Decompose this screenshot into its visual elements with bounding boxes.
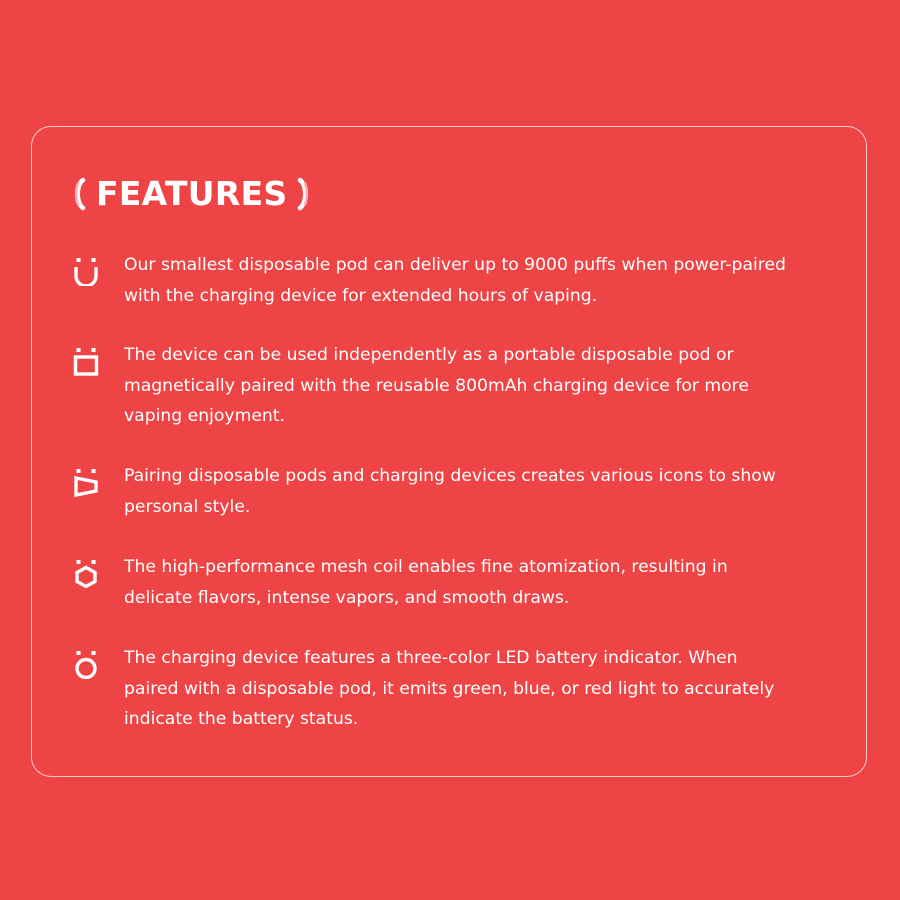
feature-line: The device can be used independently as a portable disposable pod or bbox=[124, 345, 734, 365]
feature-line: personal style. bbox=[124, 496, 251, 517]
feature-line: indicate the battery status. bbox=[124, 709, 359, 729]
feature-line: paired with a disposable pod, it emits green, blue, or red light to accurately bbox=[124, 678, 775, 699]
feature-line: The high-performance mesh coil enables fine atomization, resulting in bbox=[124, 557, 728, 577]
left-bracket-icon bbox=[72, 177, 86, 211]
feature-description bbox=[124, 340, 839, 432]
feature-line: The charging device features a three-color LED battery indicator. When bbox=[124, 648, 738, 668]
feature-line: Pairing disposable pods and charging devices creates various icons to show bbox=[124, 466, 776, 486]
circle-icon bbox=[71, 649, 101, 679]
right-bracket-icon bbox=[297, 177, 311, 211]
feature-line: vaping enjoyment. bbox=[124, 406, 285, 426]
feature-description bbox=[124, 552, 839, 613]
feature-line: with the charging device for extended hours of vaping. bbox=[124, 285, 598, 306]
page-title: FEATURES bbox=[96, 174, 288, 213]
feature-description bbox=[124, 643, 839, 735]
square-icon bbox=[71, 346, 101, 376]
trapezoid-icon bbox=[71, 467, 101, 497]
rounded-cup-icon bbox=[71, 256, 101, 286]
feature-description bbox=[124, 250, 839, 311]
hexagon-icon bbox=[71, 558, 101, 588]
feature-line: Our smallest disposable pod can deliver up to 9000 puffs when power-paired bbox=[124, 255, 786, 275]
feature-line: magnetically paired with the reusable 800mAh charging device for more bbox=[124, 375, 749, 396]
features-heading bbox=[72, 172, 311, 216]
feature-description bbox=[124, 461, 839, 522]
feature-line: delicate flavors, intense vapors, and smooth draws. bbox=[124, 587, 570, 608]
